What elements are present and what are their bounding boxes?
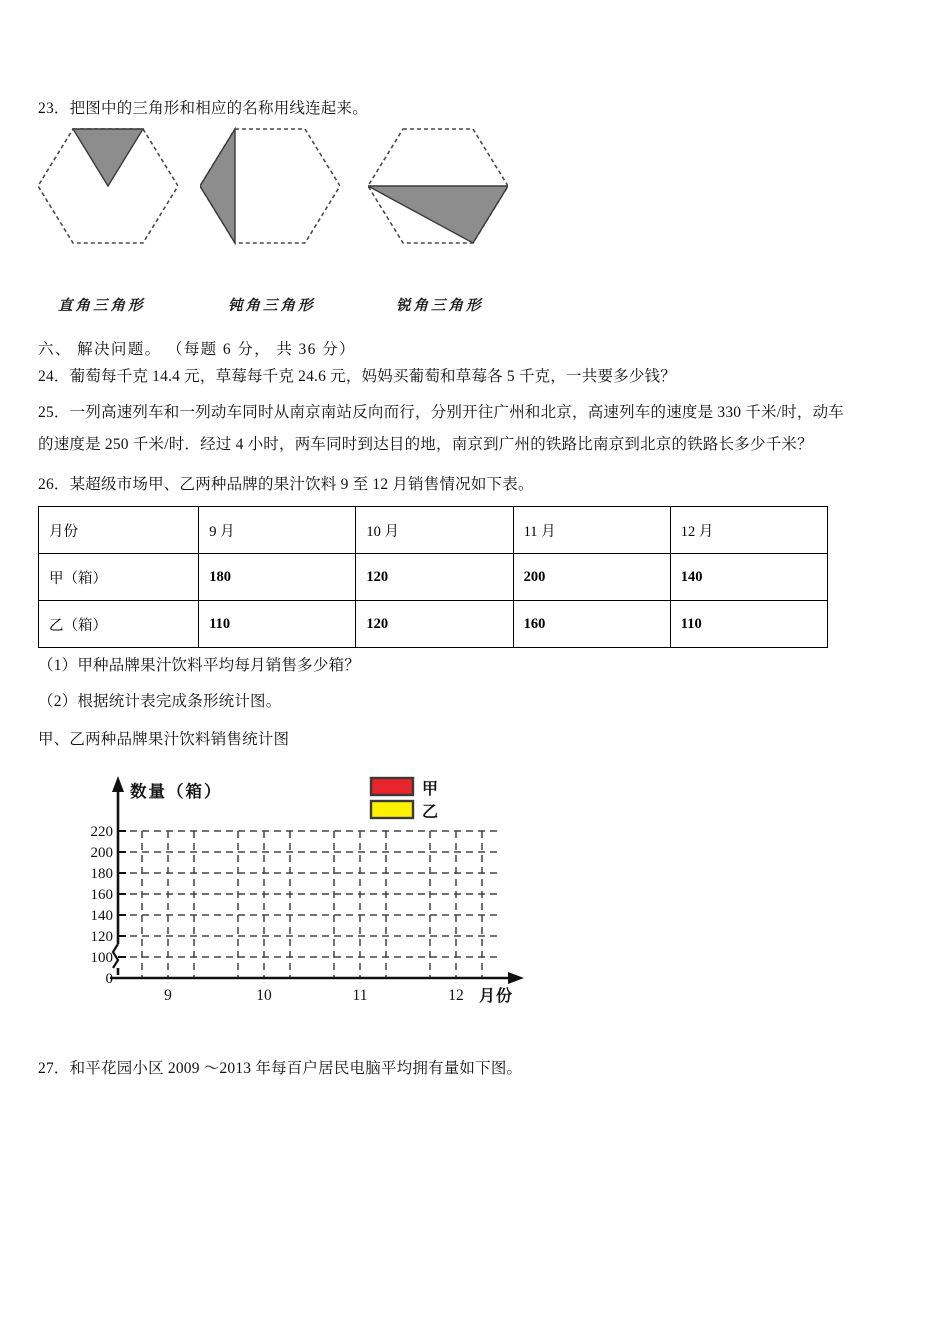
y-tick-220: 220 — [90, 824, 113, 840]
question-27-text: 27．和平花园小区 2009 ～2013 年每百户居民电脑平均拥有量如下图。 — [38, 1060, 523, 1077]
table-cell-jia-nov: 200 — [513, 554, 670, 601]
question-24-text: 24．葡萄每千克 14.4 元，草莓每千克 24.6 元，妈妈买葡萄和草莓各 5 千克，一共要多少钱？ — [38, 368, 676, 385]
y-tick-100: 100 — [90, 950, 113, 966]
table-cell-jia-oct: 120 — [356, 554, 513, 601]
hexagon-acute-triangle-icon — [368, 124, 508, 254]
figure-hexagon-obtuse-triangle — [200, 124, 340, 259]
x-tick-12: 12 — [448, 987, 464, 1004]
y-tick-200: 200 — [90, 845, 113, 861]
question-26-text: 26．某超级市场甲、乙两种品牌的果汁饮料 9 至 12 月销售情况如下表。 — [38, 476, 534, 493]
table-rowlabel-jia: 甲（箱） — [39, 554, 199, 601]
y-axis-break-icon — [113, 944, 118, 968]
question-26-sub2-text: （2）根据统计表完成条形统计图。 — [38, 693, 282, 710]
table-header-nov: 11 月 — [513, 507, 670, 554]
chart-y-tick-labels — [91, 824, 114, 987]
y-tick-180: 180 — [90, 866, 113, 882]
x-axis-arrow-icon — [508, 972, 524, 984]
table-cell-yi-dec: 110 — [670, 601, 827, 648]
table-cell-yi-oct: 120 — [356, 601, 513, 648]
table-header-dec: 12 月 — [670, 507, 827, 554]
figure-hexagon-acute-triangle — [368, 124, 508, 259]
chart-caption: 甲、乙两种品牌果汁饮料销售统计图 — [38, 731, 290, 748]
question-25-text-line1: 25．一列高速列车和一列动车同时从南京南站反向而行，分别开往广州和北京，高速列车的速度是 330 千米/时，动车 — [38, 404, 845, 421]
chart-legend — [371, 778, 438, 821]
table-header-sep: 9 月 — [199, 507, 356, 554]
section-six-heading: 六、 解决问题。 （每题 6 分， 共 36 分） — [38, 341, 356, 358]
y-axis-arrow-icon — [112, 776, 124, 792]
bar-chart-svg — [80, 770, 560, 1025]
legend-label-jia: 甲 — [422, 781, 439, 798]
table-cell-yi-nov: 160 — [513, 601, 670, 648]
x-tick-9: 9 — [164, 987, 172, 1004]
hexagon-right-triangle-icon — [38, 124, 178, 254]
y-tick-160: 160 — [90, 887, 113, 903]
figure-label-acute-triangle: 锐角三角形 — [396, 298, 484, 314]
figure-label-right-triangle: 直角三角形 — [58, 298, 146, 314]
table-cell-jia-sep: 180 — [199, 554, 356, 601]
table-row-header — [39, 507, 828, 554]
table-row — [39, 554, 828, 601]
sales-statistics-table — [38, 506, 828, 648]
table-cell-jia-dec: 140 — [670, 554, 827, 601]
y-tick-140: 140 — [90, 908, 113, 924]
question-23-text: 23．把图中的三角形和相应的名称用线连起来。 — [38, 100, 368, 117]
bar-chart-figure — [80, 770, 560, 1025]
legend-swatch-yi — [371, 801, 413, 818]
x-tick-11: 11 — [352, 987, 368, 1004]
table-header-oct: 10 月 — [356, 507, 513, 554]
question-26-sub1-text: （1）甲种品牌果汁饮料平均每月销售多少箱？ — [38, 657, 360, 674]
chart-x-tick-labels — [164, 987, 464, 1004]
y-tick-120: 120 — [90, 929, 113, 945]
chart-y-axis-label: 数量（箱） — [130, 782, 223, 801]
hexagon-obtuse-triangle-icon — [200, 124, 340, 254]
figure-label-obtuse-triangle: 钝角三角形 — [228, 298, 316, 314]
chart-x-axis-label: 月份 — [478, 988, 514, 1005]
figure-hexagon-right-triangle — [38, 124, 178, 259]
chart-x-axis — [110, 972, 524, 984]
y-tick-0: 0 — [105, 971, 113, 987]
table-row — [39, 601, 828, 648]
table-header-month: 月份 — [39, 507, 199, 554]
legend-swatch-jia — [371, 778, 413, 795]
table-cell-yi-sep: 110 — [199, 601, 356, 648]
triangle-figures-group — [38, 124, 558, 314]
question-25-text-line2: 的速度是 250 千米/时．经过 4 小时，两车同时到达目的地，南京到广州的铁路比南京到北京的铁路长多少千米？ — [38, 436, 813, 453]
chart-vertical-gridlines — [142, 831, 482, 978]
chart-horizontal-gridlines — [118, 831, 498, 957]
legend-label-yi: 乙 — [422, 804, 439, 821]
table-rowlabel-yi: 乙（箱） — [39, 601, 199, 648]
chart-y-axis — [112, 776, 124, 975]
x-tick-10: 10 — [256, 987, 272, 1004]
